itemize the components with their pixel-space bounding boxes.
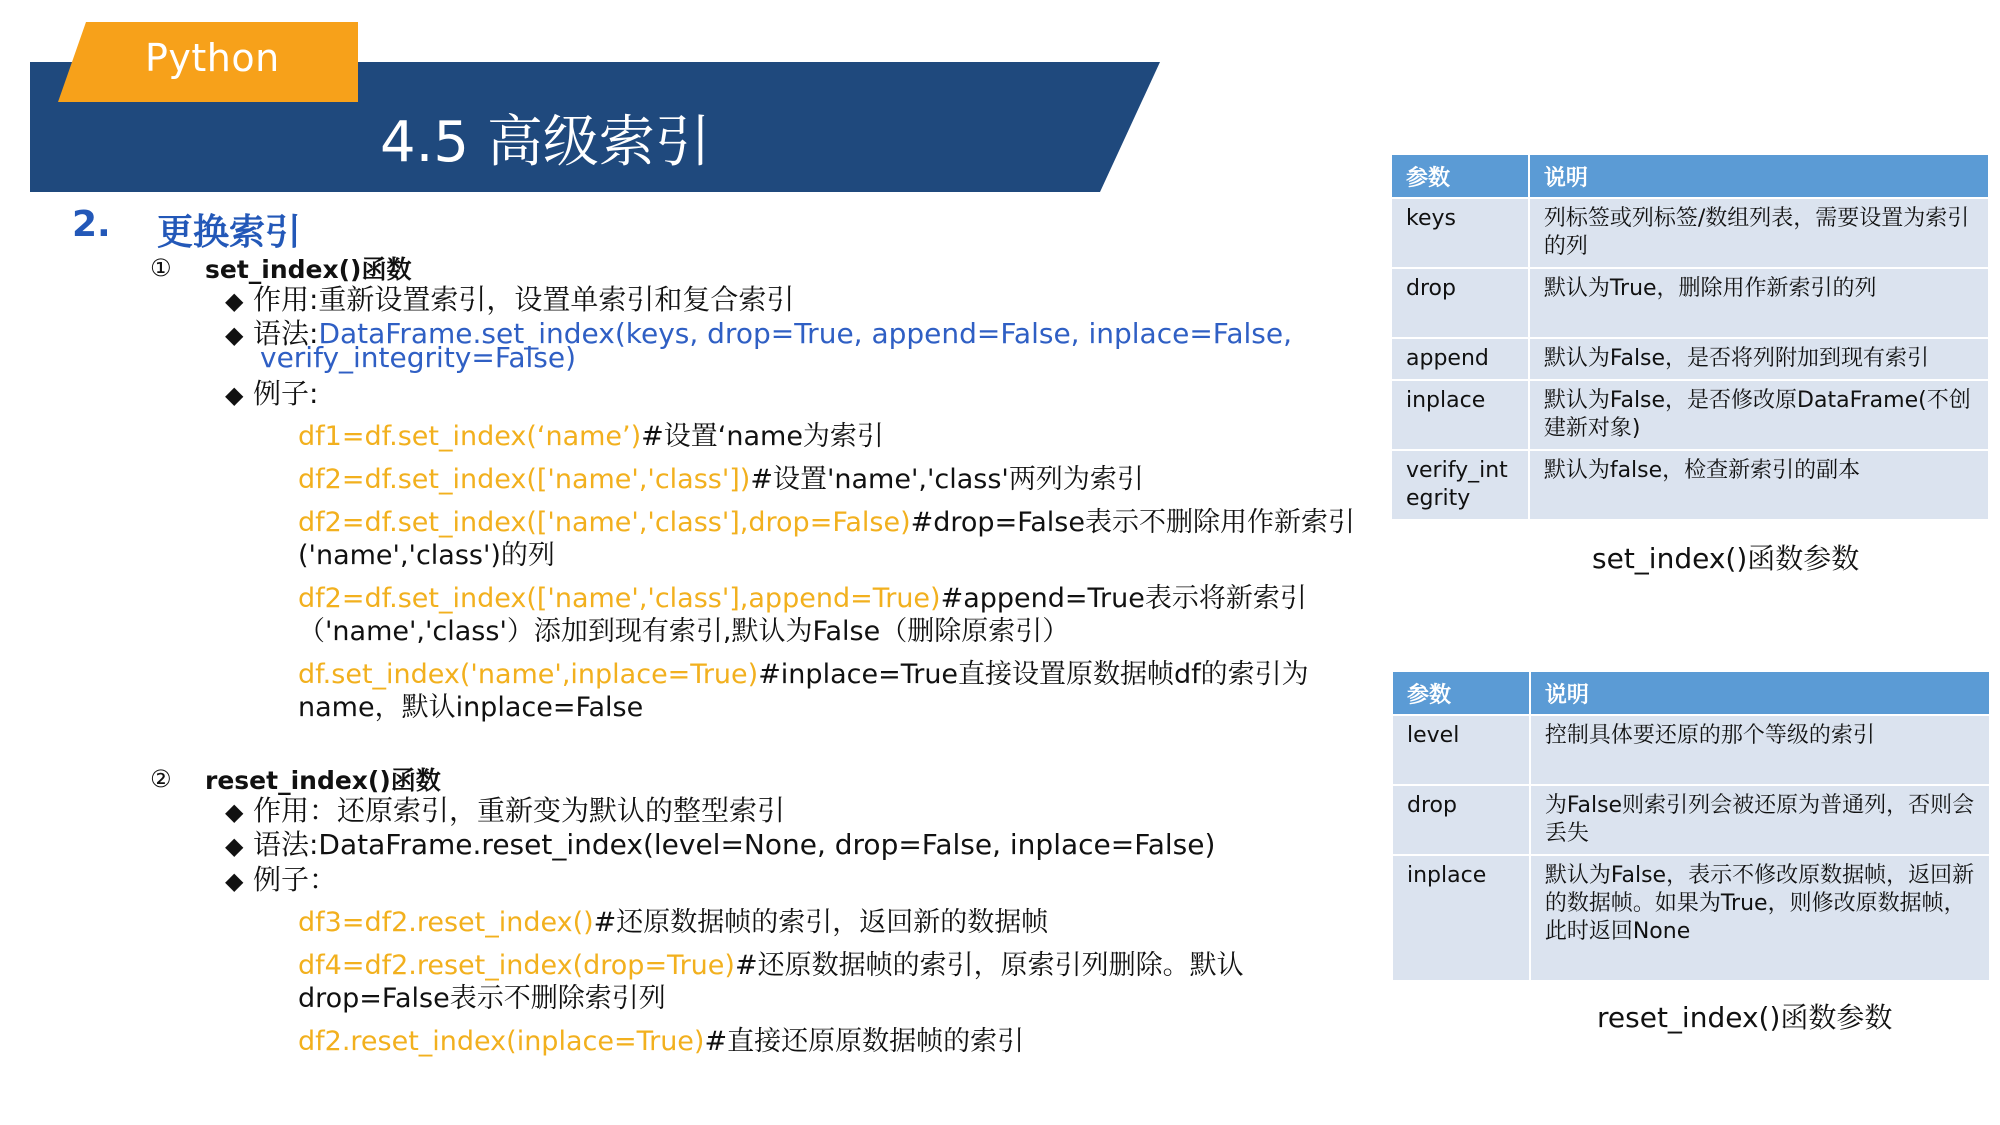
code-comment-continued: name，默认inplace=False [298,692,644,723]
code-example [298,506,1355,539]
param-desc: 默认为False，表示不修改原数据帧，返回新的数据帧。如果为True，则修改原数据帧，此时返回None [1530,855,1990,981]
table-header-row [1392,671,1990,715]
param-desc: 控制具体要还原的那个等级的索引 [1530,715,1990,785]
diamond-bullet-icon: ◆ [225,287,244,315]
param-name: verify_integrity [1391,450,1529,520]
table-row [1391,198,1989,268]
code-comment-continued: ('name','class')的列 [298,540,555,571]
table-row [1392,715,1990,785]
code-example [298,1025,1024,1058]
slide-title: 4.5 高级索引 [380,110,711,175]
table-row [1391,380,1989,450]
code-snippet: df2=df.set_index(['name','class']) [298,464,751,495]
reset-index-syntax-text: 语法:DataFrame.reset_index(level=None, drop=False, inplace=False) [253,828,1216,861]
set-index-marker: ① [150,254,172,282]
param-desc: 默认为False，是否将列附加到现有索引 [1529,338,1989,380]
set-index-title: set_index()函数 [205,255,412,284]
set-index-example-text: 例子: [253,377,319,410]
table-row [1392,855,1990,981]
reset-index-params-table [1391,670,1991,982]
code-comment: #还原数据帧的索引，返回新的数据帧 [593,907,1049,938]
header-desc: 说明 [1530,671,1990,715]
code-snippet: df2=df.set_index(['name','class'],append=True) [298,583,941,614]
set-index-purpose-text: 作用:重新设置索引，设置单索引和复合索引 [253,283,795,316]
code-example [298,420,884,453]
set-index-example-label [225,378,318,411]
diamond-bullet-icon: ◆ [225,832,244,860]
table-header-row [1391,154,1989,198]
code-example [298,463,1144,496]
header-param: 参数 [1392,671,1530,715]
set-index-syntax-label: 语法: [253,317,319,350]
diamond-bullet-icon: ◆ [225,381,244,409]
reset-index-purpose [225,795,785,828]
code-snippet: df4=df2.reset_index(drop=True) [298,950,735,981]
code-comment: #drop=False表示不删除用作新索引 [910,507,1355,538]
table-row [1391,450,1989,520]
param-name: drop [1392,785,1530,855]
code-comment: #append=True表示将新索引 [940,583,1307,614]
param-desc: 为False则索引列会被还原为普通列，否则会丢失 [1530,785,1990,855]
reset-index-example-label [225,864,337,897]
code-comment-continued: drop=False表示不删除索引列 [298,983,666,1014]
set-index-syntax-line1: DataFrame.set_index(keys, drop=True, append=False, inplace=False, [318,317,1292,350]
reset-index-marker: ② [150,765,172,793]
param-name: inplace [1391,380,1529,450]
section-number: 2. [72,204,111,245]
code-comment: #设置‘name为索引 [641,421,884,452]
code-comment: #还原数据帧的索引，原索引列删除。默认 [734,950,1244,981]
code-snippet: df3=df2.reset_index() [298,907,594,938]
code-snippet: df2.reset_index(inplace=True) [298,1026,705,1057]
set-index-purpose [225,284,794,317]
table-row [1391,268,1989,338]
param-name: append [1391,338,1529,380]
param-name: drop [1391,268,1529,338]
param-name: keys [1391,198,1529,268]
set-index-table-caption: set_index()函数参数 [1592,542,1860,575]
code-snippet: df.set_index('name',inplace=True) [298,659,759,690]
code-example [298,658,1309,691]
python-tab-label: Python [145,36,280,80]
reset-index-example-text: 例子： [253,863,338,896]
code-example [298,906,1048,939]
code-comment: #inplace=True直接设置原数据帧df的索引为 [758,659,1309,690]
param-desc: 默认为False，是否修改原DataFrame(不创建新对象) [1529,380,1989,450]
param-name: inplace [1392,855,1530,981]
param-desc: 默认为false，检查新索引的副本 [1529,450,1989,520]
table-row [1391,338,1989,380]
diamond-bullet-icon: ◆ [225,867,244,895]
section-title: 更换索引 [157,212,302,253]
reset-index-syntax [225,829,1215,862]
code-example [298,949,1244,982]
set-index-params-table [1390,153,1990,521]
code-comment: #直接还原原数据帧的索引 [704,1026,1025,1057]
code-comment: #设置'name','class'两列为索引 [750,464,1144,495]
header-param: 参数 [1391,154,1529,198]
header-desc: 说明 [1529,154,1989,198]
set-index-syntax-line2: verify_integrity=False) [260,341,577,374]
reset-index-purpose-text: 作用：还原索引，重新变为默认的整型索引 [253,794,786,827]
code-example [298,582,1307,615]
param-desc: 列标签或列标签/数组列表，需要设置为索引的列 [1529,198,1989,268]
diamond-bullet-icon: ◆ [225,321,244,349]
reset-index-table-caption: reset_index()函数参数 [1597,1001,1893,1034]
code-comment-continued: （'name','class'）添加到现有索引,默认为False（删除原索引） [298,616,1070,647]
diamond-bullet-icon: ◆ [225,798,244,826]
param-desc: 默认为True，删除用作新索引的列 [1529,268,1989,338]
reset-index-title: reset_index()函数 [205,766,441,795]
table-row [1392,785,1990,855]
param-name: level [1392,715,1530,785]
code-snippet: df1=df.set_index(‘name’) [298,421,642,452]
code-snippet: df2=df.set_index(['name','class'],drop=False) [298,507,911,538]
